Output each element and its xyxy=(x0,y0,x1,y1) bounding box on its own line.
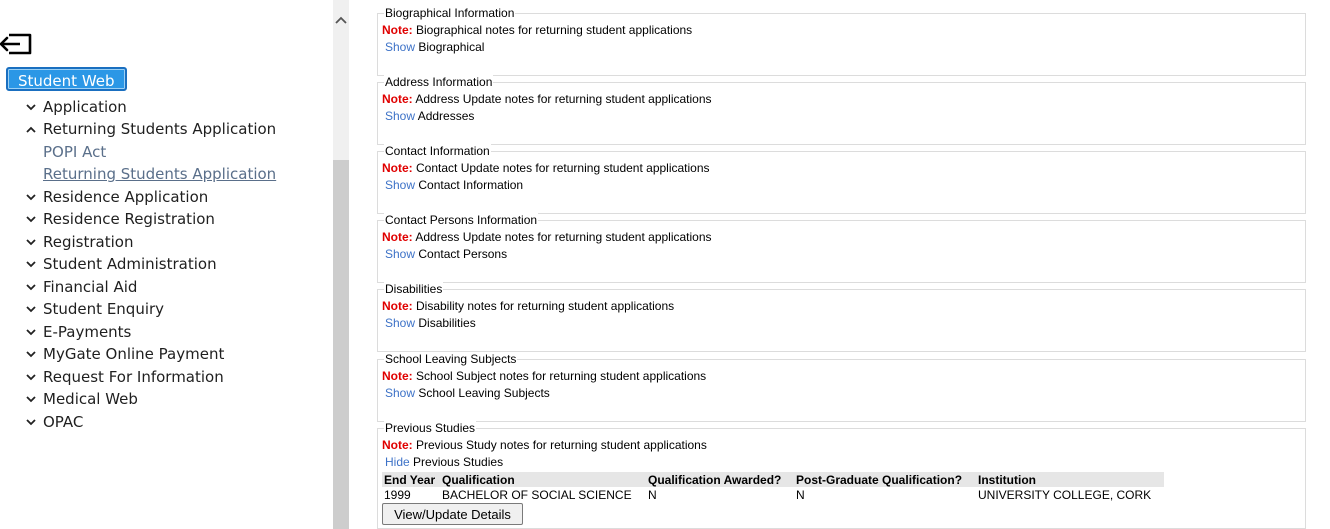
sidebar-item-label: Student Enquiry xyxy=(43,300,165,318)
note-label: Note: xyxy=(382,299,413,313)
sidebar-subitem-popi-act[interactable]: POPI Act xyxy=(43,143,107,161)
section-toggle xyxy=(385,109,474,123)
section-toggle xyxy=(385,247,507,261)
note-label: Note: xyxy=(382,230,413,244)
sidebar-item-student-enquiry[interactable] xyxy=(26,298,164,320)
section-toggle xyxy=(385,316,476,330)
section-previous-studies xyxy=(377,421,1306,529)
previous-studies-table xyxy=(382,472,1164,502)
section-toggle xyxy=(385,386,550,400)
scroll-up-arrow-icon[interactable] xyxy=(333,10,349,30)
chevron-down-icon xyxy=(26,396,43,403)
section-title: Biographical Information xyxy=(385,6,515,20)
note-text: Address Update notes for returning student applications xyxy=(412,230,712,244)
cell-end-year: 1999 xyxy=(384,487,411,502)
section-contact-information xyxy=(377,144,1306,214)
section-title: Address Information xyxy=(385,75,493,89)
chevron-down-icon xyxy=(26,374,43,381)
section-toggle xyxy=(385,178,523,192)
section-contact-persons-information xyxy=(377,213,1306,283)
cell-qualification-awarded: N xyxy=(648,487,657,502)
section-disabilities xyxy=(377,282,1306,352)
sidebar-item-label: MyGate Online Payment xyxy=(43,345,225,363)
note-text: Biographical notes for returning student applications xyxy=(412,23,693,37)
chevron-down-icon xyxy=(26,329,43,336)
show-school-leaving-subjects-link[interactable]: Show xyxy=(385,386,416,400)
chevron-down-icon xyxy=(26,306,43,313)
note-label: Note: xyxy=(382,92,413,106)
chevron-down-icon xyxy=(26,351,43,358)
chevron-down-icon xyxy=(26,216,43,223)
section-note xyxy=(382,23,692,37)
chevron-down-icon xyxy=(26,419,43,426)
section-note xyxy=(382,438,707,452)
sidebar-nav xyxy=(0,0,333,529)
sidebar-item-label: Registration xyxy=(43,233,134,251)
toggle-target-label: School Leaving Subjects xyxy=(415,386,550,400)
cell-post-graduate: N xyxy=(796,487,805,502)
section-address-information xyxy=(377,75,1306,145)
section-note xyxy=(382,299,674,313)
note-text: School Subject notes for returning student applications xyxy=(412,369,707,383)
show-contact-persons-link[interactable]: Show xyxy=(385,247,416,261)
chevron-down-icon xyxy=(26,284,43,291)
table-header-row xyxy=(382,472,1164,487)
sidebar-item-student-administration[interactable] xyxy=(26,253,217,275)
toggle-target-label: Contact Persons xyxy=(415,247,508,261)
table-row xyxy=(382,487,1164,502)
student-web-button[interactable]: Student Web xyxy=(6,67,127,91)
section-toggle xyxy=(385,455,503,469)
view-update-details-button[interactable]: View/Update Details xyxy=(382,503,523,525)
sidebar-item-opac[interactable] xyxy=(26,411,83,433)
sidebar-item-label: Residence Registration xyxy=(43,210,215,228)
sidebar-item-label: Application xyxy=(43,98,127,116)
toggle-target-label: Disabilities xyxy=(415,316,476,330)
section-title: Contact Persons Information xyxy=(385,213,538,227)
column-header-end-year: End Year xyxy=(382,472,440,487)
note-text: Contact Update notes for returning student applications xyxy=(412,161,710,175)
logout-icon[interactable] xyxy=(0,31,34,57)
section-note xyxy=(382,161,710,175)
column-header-qualification-awarded: Qualification Awarded? xyxy=(646,472,794,487)
sidebar-item-label: Request For Information xyxy=(43,368,224,386)
sidebar-item-financial-aid[interactable] xyxy=(26,276,137,298)
sidebar-item-label: Student Administration xyxy=(43,255,217,273)
note-label: Note: xyxy=(382,369,413,383)
show-biographical-link[interactable]: Show xyxy=(385,40,416,54)
cell-qualification: BACHELOR OF SOCIAL SCIENCE xyxy=(442,487,632,502)
column-header-post-graduate: Post-Graduate Qualification? xyxy=(794,472,976,487)
sidebar-item-returning-students-application[interactable] xyxy=(26,118,276,140)
section-title: Previous Studies xyxy=(385,421,476,435)
sidebar-item-label: Returning Students Application xyxy=(43,120,277,138)
section-note xyxy=(382,230,712,244)
sidebar-item-mygate-online-payment[interactable] xyxy=(26,343,224,365)
chevron-down-icon xyxy=(26,194,43,201)
toggle-target-label: Biographical xyxy=(415,40,485,54)
note-text: Disability notes for returning student applications xyxy=(412,299,675,313)
section-note xyxy=(382,92,712,106)
section-title: Contact Information xyxy=(385,144,490,158)
hide-previous-studies-link[interactable]: Hide xyxy=(385,455,410,469)
toggle-target-label: Previous Studies xyxy=(409,455,504,469)
note-text: Previous Study notes for returning student applications xyxy=(412,438,707,452)
sidebar-item-e-payments[interactable] xyxy=(26,321,131,343)
section-title: School Leaving Subjects xyxy=(385,352,517,366)
cell-institution: UNIVERSITY COLLEGE, CORK xyxy=(978,487,1152,502)
sidebar-item-label: Residence Application xyxy=(43,188,209,206)
sidebar-item-registration[interactable] xyxy=(26,231,133,253)
column-header-qualification: Qualification xyxy=(440,472,646,487)
sidebar-item-label: Medical Web xyxy=(43,390,138,408)
sidebar-item-residence-registration[interactable] xyxy=(26,208,215,230)
chevron-down-icon xyxy=(26,261,43,268)
sidebar-item-label: E-Payments xyxy=(43,323,132,341)
scrollbar-thumb[interactable] xyxy=(333,160,349,529)
sidebar-item-residence-application[interactable] xyxy=(26,186,208,208)
sidebar-item-label: Financial Aid xyxy=(43,278,138,296)
section-biographical-information xyxy=(377,6,1306,76)
section-toggle xyxy=(385,40,484,54)
chevron-down-icon xyxy=(26,239,43,246)
section-title: Disabilities xyxy=(385,282,443,296)
section-note xyxy=(382,369,706,383)
column-header-institution: Institution xyxy=(976,472,1164,487)
vertical-scrollbar[interactable] xyxy=(333,0,349,529)
sidebar-item-application[interactable] xyxy=(26,96,127,118)
note-label: Note: xyxy=(382,161,413,175)
sidebar-item-label: OPAC xyxy=(43,413,84,431)
chevron-up-icon xyxy=(26,126,43,133)
sidebar-item-request-for-information[interactable] xyxy=(26,366,224,388)
note-label: Note: xyxy=(382,23,413,37)
show-disabilities-link[interactable]: Show xyxy=(385,316,416,330)
chevron-down-icon xyxy=(26,104,43,111)
show-contact-information-link[interactable]: Show xyxy=(385,178,416,192)
show-addresses-link[interactable]: Show xyxy=(385,109,416,123)
toggle-target-label: Addresses xyxy=(415,109,475,123)
sidebar-subitem-returning-students-application[interactable]: Returning Students Application xyxy=(43,165,277,183)
note-label: Note: xyxy=(382,438,413,452)
section-school-leaving-subjects xyxy=(377,352,1306,422)
note-text: Address Update notes for returning student applications xyxy=(412,92,712,106)
sidebar-item-medical-web[interactable] xyxy=(26,388,138,410)
toggle-target-label: Contact Information xyxy=(415,178,524,192)
